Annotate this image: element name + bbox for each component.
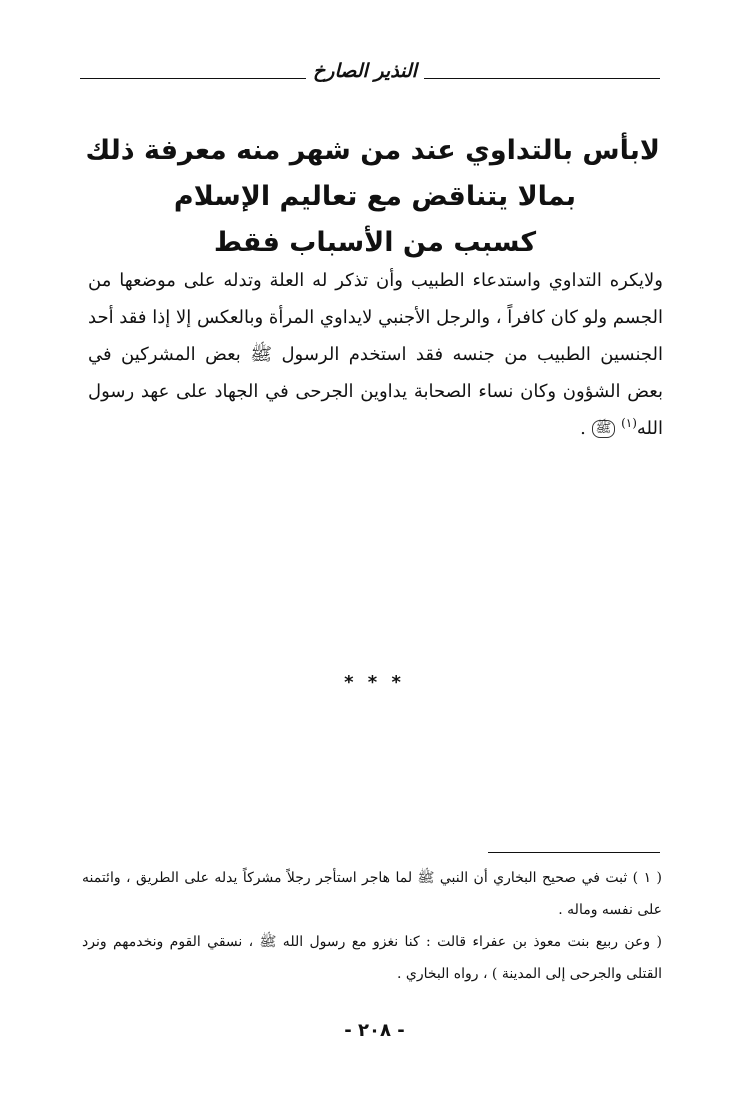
pbuh-symbol: ﷺ: [592, 420, 616, 438]
chapter-heading: [85, 128, 660, 266]
heading-line-2: بمالا يتناقض مع تعاليم الإسلام: [173, 181, 577, 212]
running-header: [80, 58, 660, 88]
footnote-rule: [488, 852, 660, 853]
paragraph-text: ولايكره التداوي واستدعاء الطبيب وأن تذكر له العلة وتدله على موضعها من الجسم ولو كان كافراً ، والرجل الأجنبي لايداوي المرأة وبالعكس إلا إذا فقد أحد الجنسين الطبيب من جنسه فقد استخدم الرسول ﷺ بعض المشركين في بعض الشؤون وكان نساء الصحابة يداوين الجرحى في الجهاد على عهد رسول الله: [88, 270, 663, 439]
paragraph-end: .: [580, 418, 592, 439]
header-rule-right: [424, 78, 660, 79]
heading-line-3: كسبب من الأسباب فقط: [213, 227, 537, 258]
footnotes: [82, 862, 662, 990]
section-separator: * * *: [344, 672, 405, 693]
heading-line-1: لابأس بالتداوي عند من شهر منه معرفة ذلك: [85, 135, 660, 166]
book-title: النذير الصارخ: [313, 60, 417, 82]
footnote-1: ( ١ ) ثبت في صحيح البخاري أن النبي ﷺ لما هاجر استأجر رجلاً مشركاً يدله على الطريق ، وائتمنه على نفسه وماله .: [82, 870, 662, 918]
body-paragraph: [88, 262, 663, 447]
page-number: - ٢٠٨ -: [344, 1020, 405, 1041]
footnote-reference[interactable]: (١): [621, 416, 637, 430]
footnote-2: ( وعن ربيع بنت معوذ بن عفراء قالت : كنا نغزو مع رسول الله ﷺ ، نسقي القوم ونخدمهم ونرد القتلى والجرحى إلى المدينة ) ، رواه البخاري .: [82, 934, 662, 982]
header-rule-left: [80, 78, 306, 79]
